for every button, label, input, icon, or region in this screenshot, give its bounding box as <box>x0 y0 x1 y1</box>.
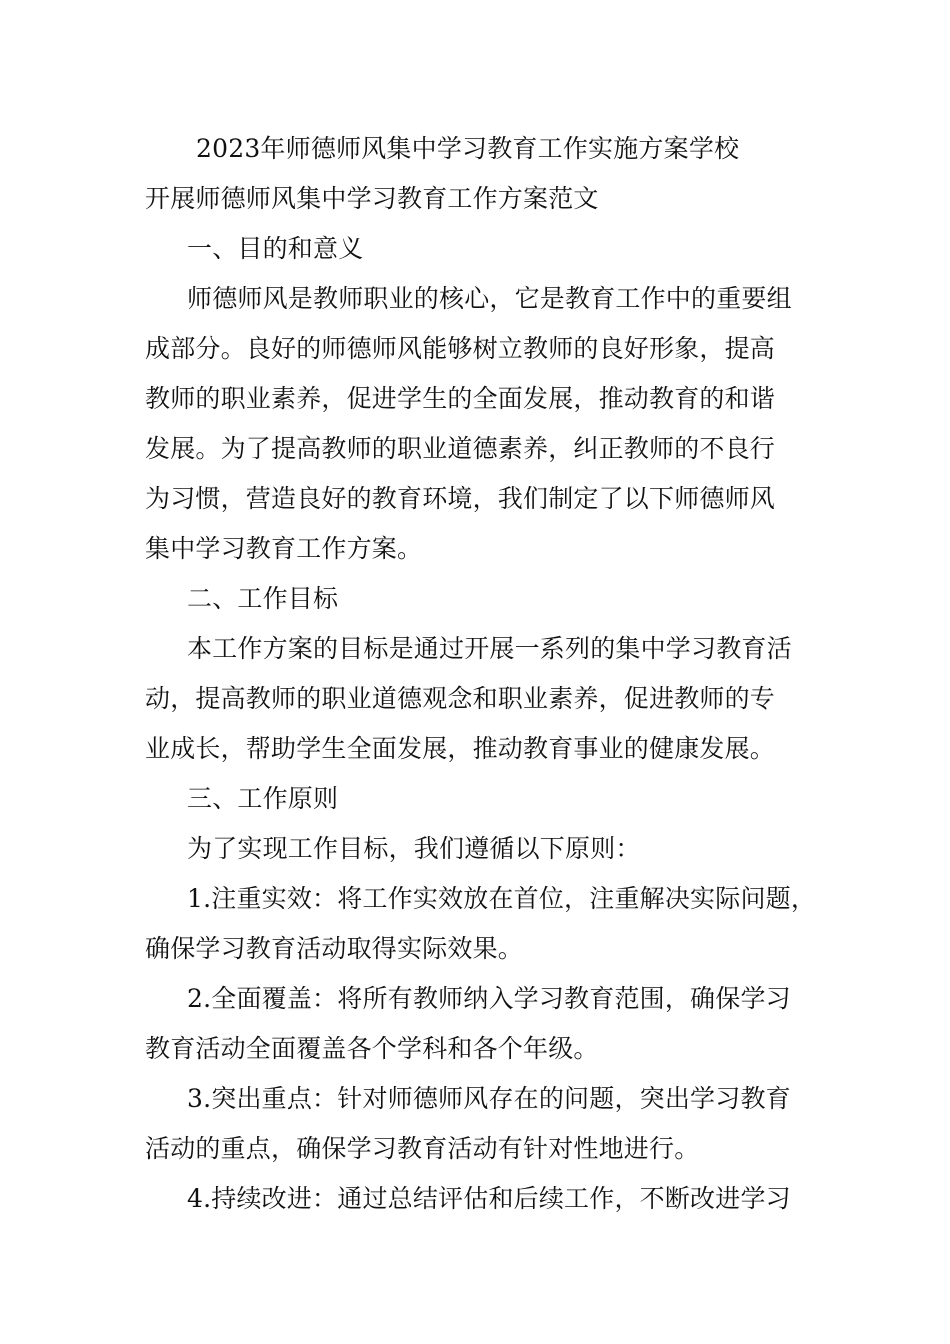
document-title: 2023年师德师风集中学习教育工作实施方案学校 <box>196 134 740 163</box>
body-line: 为习惯，营造良好的教育环境，我们制定了以下师德师风 <box>145 484 776 513</box>
body-line: 集中学习教育工作方案。 <box>145 534 423 563</box>
list-item-3: 3.突出重点：针对师德师风存在的问题，突出学习教育 <box>187 1084 791 1113</box>
list-item-4: 4.持续改进：通过总结评估和后续工作，不断改进学习 <box>187 1184 791 1213</box>
body-line: 师德师风是教师职业的核心，它是教育工作中的重要组 <box>187 284 792 313</box>
list-item-1: 1.注重实效：将工作实效放在首位，注重解决实际问题， <box>187 884 817 913</box>
list-item-2: 2.全面覆盖：将所有教师纳入学习教育范围，确保学习 <box>187 984 791 1013</box>
body-line: 业成长，帮助学生全面发展，推动教育事业的健康发展。 <box>145 734 776 763</box>
body-line: 教育活动全面覆盖各个学科和各个年级。 <box>145 1034 599 1063</box>
body-line: 确保学习教育活动取得实际效果。 <box>145 934 524 963</box>
body-line: 为了实现工作目标，我们遵循以下原则： <box>187 834 641 863</box>
body-line: 本工作方案的目标是通过开展一系列的集中学习教育活 <box>187 634 792 663</box>
body-line: 成部分。良好的师德师风能够树立教师的良好形象，提高 <box>145 334 776 363</box>
document-subtitle: 开展师德师风集中学习教育工作方案范文 <box>145 184 599 213</box>
body-line: 教师的职业素养，促进学生的全面发展，推动教育的和谐 <box>145 384 776 413</box>
section-heading-1: 一、目的和意义 <box>187 234 364 263</box>
section-heading-3: 三、工作原则 <box>187 784 339 813</box>
body-line: 发展。为了提高教师的职业道德素养，纠正教师的不良行 <box>145 434 776 463</box>
body-line: 动，提高教师的职业道德观念和职业素养，促进教师的专 <box>145 684 776 713</box>
section-heading-2: 二、工作目标 <box>187 584 339 613</box>
body-line: 活动的重点，确保学习教育活动有针对性地进行。 <box>145 1134 700 1163</box>
